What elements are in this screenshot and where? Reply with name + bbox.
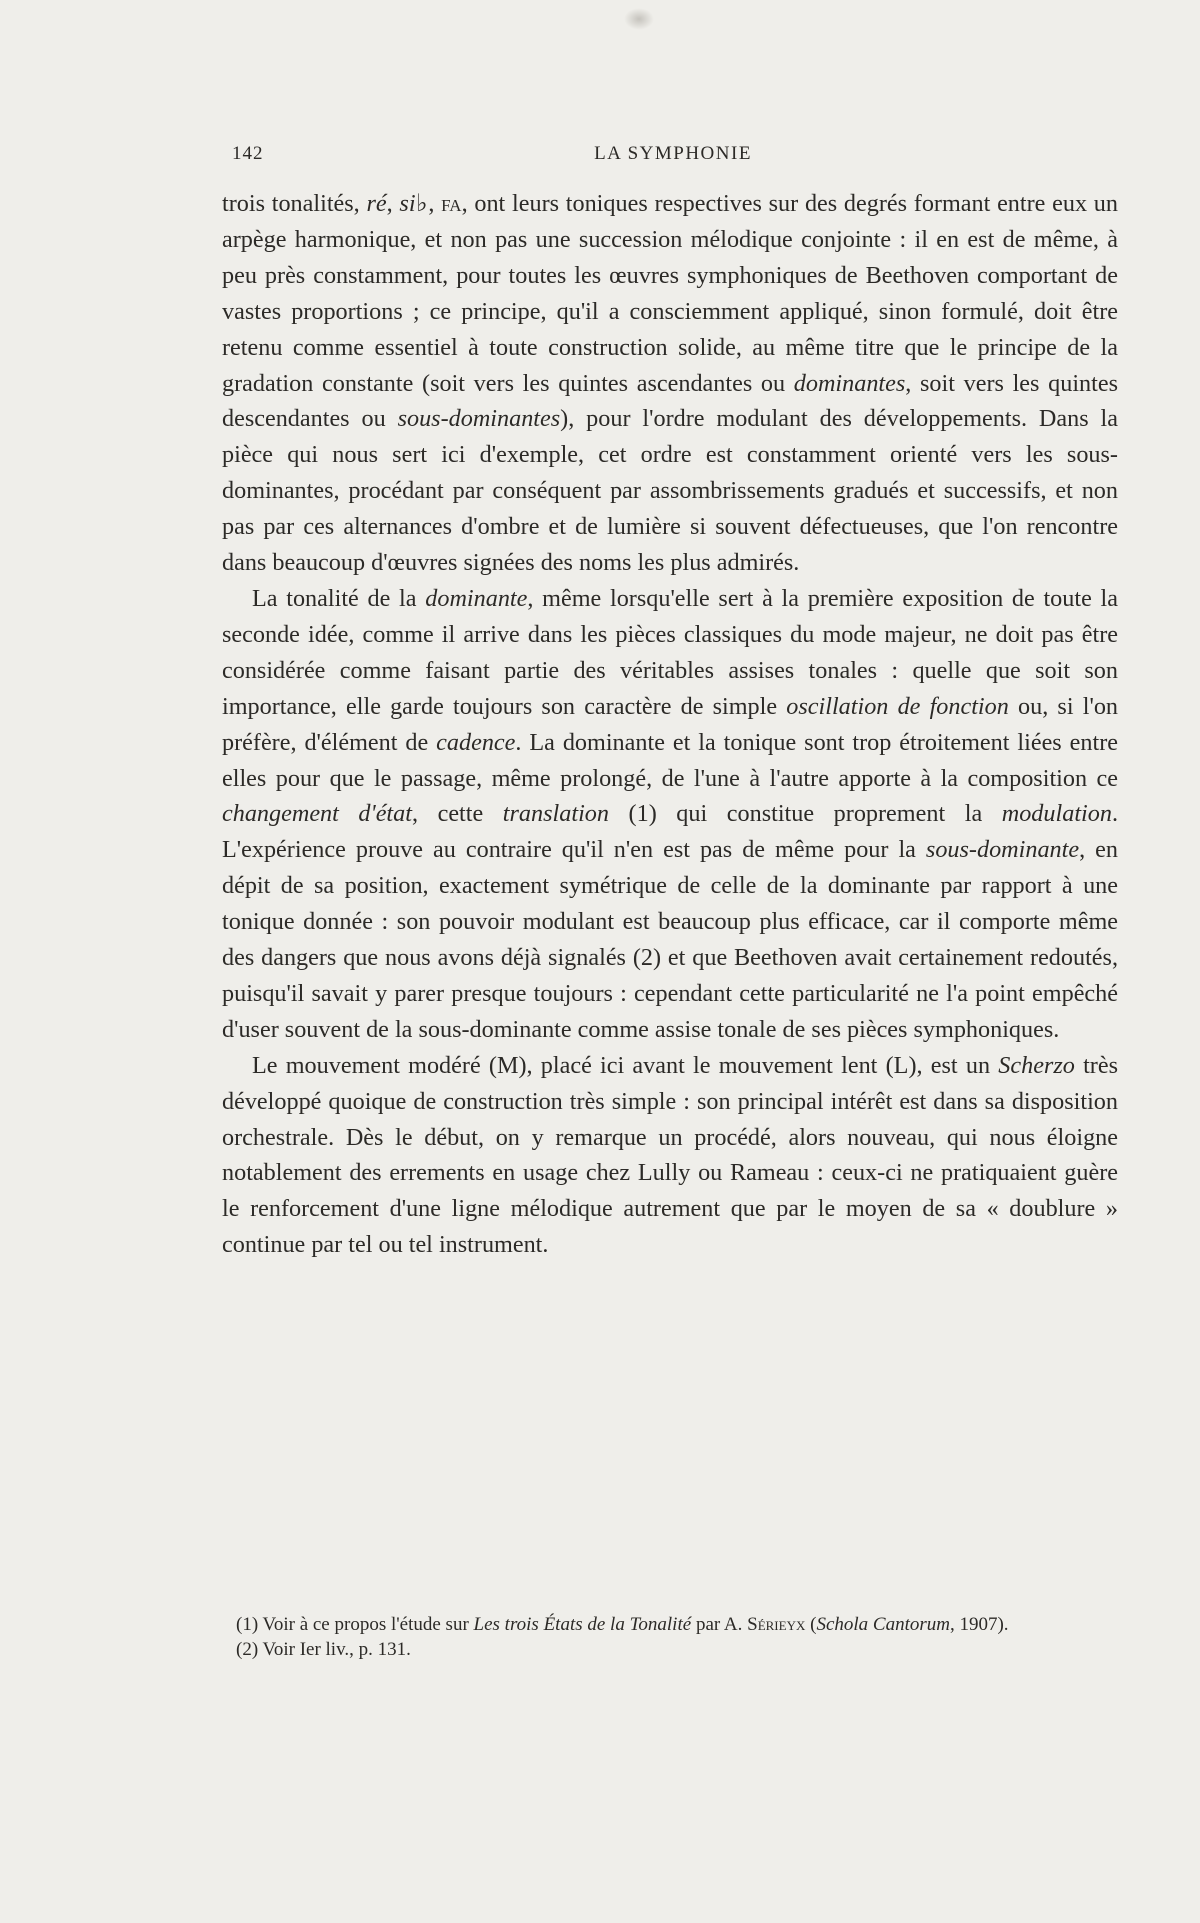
italic-text: cadence [436,728,516,756]
text-run: Le mouvement modéré (M), placé ici avant le mouvement lent (L), est un [252,1051,999,1079]
text-run: , 1907). [949,1614,1009,1635]
italic-text: modulation [1001,800,1112,828]
page-number: 142 [232,143,264,164]
text-run: (1) qui constitue proprement la [608,800,1002,828]
text-run: ), pour l'ordre modulant des développements. Dans la pièce qui nous sert ici d'exemple, cet ordre est constamment orienté vers les sous-dominantes, procédant par conséquent par assombrissements gradués et successifs, et non pas par ces alternances d'ombre et de lumière si souvent défectueuses, que l'on rencontre dans beaucoup d'œuvres signées des noms les plus admirés. [222,405,1118,577]
italic-text: sous-dominante [925,836,1080,864]
italic-text: Les trois États de la Tonalité [473,1614,692,1635]
text-run: , soit vers les quintes descendantes ou [222,369,1118,433]
paragraph [222,581,1118,1048]
small-caps-text: fa [441,190,462,217]
footnote [222,1612,1118,1637]
footnote [222,1637,1118,1662]
italic-text: si♭ [399,190,429,217]
running-title: LA SYMPHONIE [594,143,752,164]
running-header [228,143,1118,167]
text-run: , même lorsqu'elle sert à la première exposition de toute la seconde idée, comme il arrive dans les pièces classiques du mode majeur, ne doit pas être considérée comme faisant partie des véritables assises tonales : quelle que soit son importance, elle garde toujours son caractère de simple [222,584,1118,720]
italic-text: sous-dominantes [397,405,561,433]
main-text [222,186,1118,1263]
italic-text: Scherzo [998,1051,1075,1079]
paragraph [222,1048,1118,1263]
text-run: très développé quoique de construction très simple : son principal intérêt est dans sa disposition orchestrale. Dès le début, on y remarque un procédé, alors nouveau, qui nous éloigne notablement des errements en usage chez Lully ou Rameau : ceux-ci ne pratiquaient guère le renforcement d'une ligne mélodique autrement que par le moyen de sa « doublure » continue par tel ou tel instrument. [222,1051,1118,1259]
text-run: , cette [411,800,503,828]
text-run: , [386,190,400,217]
italic-text: dominante [425,584,528,612]
text-run: La tonalité de la [252,584,426,612]
italic-text: dominantes [793,369,906,397]
italic-text: oscillation de fonction [786,692,1009,720]
small-caps-text: Sérieyx [747,1614,806,1635]
text-run: (1) Voir à ce propos l'étude sur [236,1614,474,1635]
paper-smudge [624,8,654,30]
text-run: , ont leurs toniques respectives sur des degrés formant entre eux un arpège harmonique, et non pas une succession mélodique conjointe : il en est de même, à peu près constamment, pour toutes les œuvres symphoniques de Beethoven comportant de vastes proportions ; ce principe, qu'il a consciemment appliqué, sinon formulé, doit être retenu comme essentiel à toute construction solide, au même titre que le principe de la gradation constante (soit vers les quintes ascendantes ou [222,190,1118,397]
italic-text: changement d'état [222,800,412,828]
text-run: ( [805,1614,817,1635]
text-run: par A. [691,1614,748,1635]
text-run: . La dominante et la tonique sont trop étroitement liées entre elles pour que le passage, même prolongé, de l'une à l'autre apporte à la composition ce [222,728,1118,792]
text-run: . L'expérience prouve au contraire qu'il n'en est pas de même pour la [222,800,1118,864]
paragraph [222,186,1118,581]
italic-text: ré [366,190,387,217]
text-run: ou, si l'on préfère, d'élément de [222,692,1119,756]
italic-text: Schola Cantorum [816,1614,950,1635]
text-run: , en dépit de sa position, exactement symétrique de celle de la dominante par rapport à une tonique donnée : son pouvoir modulant est beaucoup plus efficace, car il comporte même des dangers que nous avons déjà signalés (2) et que Beethoven avait certainement redoutés, puisqu'il savait y parer presque toujours : cependant cette particularité ne l'a point empêché d'user souvent de la sous-dominante comme assise tonale de ses pièces symphoniques. [222,836,1118,1043]
footnotes [222,1612,1118,1662]
text-run: , [428,190,442,217]
italic-text: translation [502,800,609,828]
text-run: (2) Voir Ier liv., p. 131. [236,1639,411,1660]
text-run: trois tonalités, [222,190,367,217]
